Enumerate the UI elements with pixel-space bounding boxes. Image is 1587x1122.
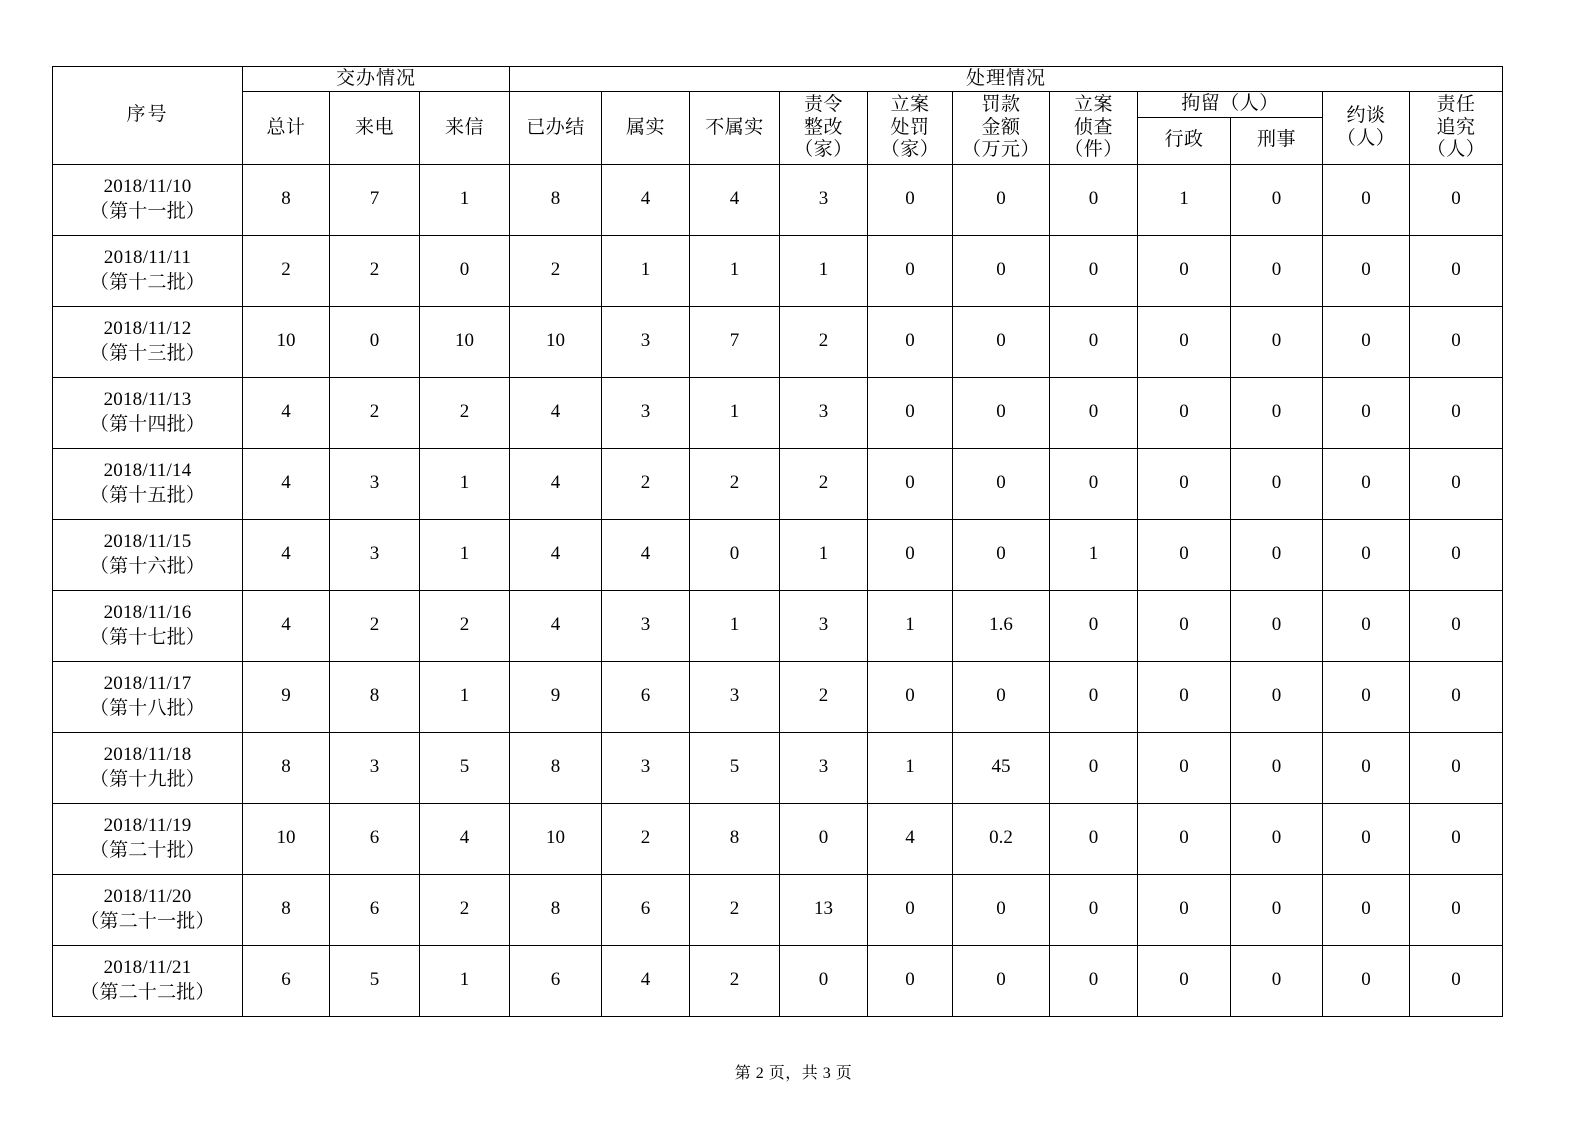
table-cell: 0 <box>1138 945 1231 1016</box>
header-penalty <box>868 92 953 164</box>
row-batch: （第二十一批） <box>80 910 215 932</box>
header-seq: 序号 <box>53 67 243 165</box>
table-row <box>53 519 1503 590</box>
table-cell: 0 <box>1138 377 1231 448</box>
table-cell: 8 <box>510 164 602 235</box>
row-date-batch <box>53 945 243 1016</box>
header-true-case: 属实 <box>602 92 690 164</box>
header-penalty-line2: 处罚 <box>890 116 930 138</box>
header-fine-line2: 金额 <box>981 116 1021 138</box>
table-cell: 0 <box>1410 874 1503 945</box>
row-date-batch <box>53 235 243 306</box>
table-cell: 0 <box>1050 448 1138 519</box>
table-cell: 0 <box>1231 164 1323 235</box>
table-cell: 0 <box>1138 590 1231 661</box>
table-cell: 6 <box>330 874 420 945</box>
table-cell: 1 <box>868 590 953 661</box>
row-date-batch <box>53 164 243 235</box>
table-cell: 45 <box>953 732 1050 803</box>
table-cell: 0 <box>1231 945 1323 1016</box>
table-row <box>53 590 1503 661</box>
table-cell: 0 <box>1050 874 1138 945</box>
table-cell: 3 <box>780 590 868 661</box>
table-cell: 0 <box>868 519 953 590</box>
table-cell: 0 <box>1410 235 1503 306</box>
table-cell: 4 <box>510 590 602 661</box>
table-cell: 1 <box>420 519 510 590</box>
table-cell: 3 <box>602 377 690 448</box>
table-cell: 0 <box>1138 732 1231 803</box>
header-call: 来电 <box>330 92 420 164</box>
table-cell: 1 <box>602 235 690 306</box>
table-cell: 10 <box>243 803 330 874</box>
table-cell: 0 <box>1231 590 1323 661</box>
header-row-1 <box>53 67 1503 92</box>
table-cell: 2 <box>330 590 420 661</box>
table-header <box>53 67 1503 165</box>
table-cell: 0 <box>953 519 1050 590</box>
table-cell: 0 <box>780 945 868 1016</box>
table-cell: 4 <box>510 519 602 590</box>
row-date-batch <box>53 519 243 590</box>
table-cell: 4 <box>420 803 510 874</box>
header-investigate-line1: 立案 <box>1074 93 1114 115</box>
table-cell: 0 <box>1231 732 1323 803</box>
row-batch: （第二十二批） <box>80 981 215 1003</box>
table-cell: 2 <box>243 235 330 306</box>
table-cell: 0 <box>330 306 420 377</box>
table-cell: 0 <box>1138 803 1231 874</box>
row-batch: （第二十批） <box>89 839 206 861</box>
row-batch: （第十六批） <box>89 555 206 577</box>
table-cell: 0 <box>420 235 510 306</box>
header-fine <box>953 92 1050 164</box>
header-false-case: 不属实 <box>690 92 780 164</box>
table-cell: 0 <box>1050 945 1138 1016</box>
table-cell: 2 <box>780 661 868 732</box>
table-cell: 0 <box>868 377 953 448</box>
table-cell: 1 <box>420 945 510 1016</box>
row-date: 2018/11/20 <box>103 886 192 908</box>
table-cell: 0 <box>1050 377 1138 448</box>
table-cell: 0 <box>690 519 780 590</box>
header-penalty-line1: 立案 <box>890 93 930 115</box>
table-cell: 0 <box>1410 803 1503 874</box>
table-row <box>53 661 1503 732</box>
header-accountability <box>1410 92 1503 164</box>
table-cell: 0 <box>868 448 953 519</box>
header-interview <box>1323 92 1410 164</box>
table-cell: 2 <box>420 874 510 945</box>
table-cell: 0 <box>1050 164 1138 235</box>
header-investigate <box>1050 92 1138 164</box>
header-group-assign: 交办情况 <box>243 67 510 92</box>
table-cell: 3 <box>330 732 420 803</box>
table-cell: 5 <box>690 732 780 803</box>
table-row <box>53 803 1503 874</box>
table-cell: 3 <box>690 661 780 732</box>
table-cell: 4 <box>243 448 330 519</box>
table-cell: 3 <box>780 732 868 803</box>
table-cell: 6 <box>330 803 420 874</box>
table-cell: 0 <box>1231 874 1323 945</box>
header-rectify-line2: 整改 <box>804 116 844 138</box>
table-cell: 1 <box>868 732 953 803</box>
row-date: 2018/11/10 <box>103 176 192 198</box>
table-cell: 0 <box>868 306 953 377</box>
table-cell: 0 <box>1410 377 1503 448</box>
row-date: 2018/11/11 <box>103 247 192 269</box>
table-cell: 1 <box>420 448 510 519</box>
table-cell: 1 <box>690 377 780 448</box>
row-batch: （第十七批） <box>89 626 206 648</box>
table-cell: 0 <box>953 661 1050 732</box>
table-cell: 0 <box>1410 448 1503 519</box>
row-batch: （第十九批） <box>89 768 206 790</box>
table-cell: 0 <box>1138 235 1231 306</box>
table-cell: 1 <box>1138 164 1231 235</box>
table-cell: 0 <box>1050 306 1138 377</box>
table-cell: 0.2 <box>953 803 1050 874</box>
table-cell: 13 <box>780 874 868 945</box>
row-date: 2018/11/17 <box>103 673 192 695</box>
table-cell: 0 <box>953 377 1050 448</box>
table-cell: 2 <box>780 448 868 519</box>
table-cell: 0 <box>1050 661 1138 732</box>
table-cell: 0 <box>1050 732 1138 803</box>
table-cell: 2 <box>510 235 602 306</box>
table-cell: 0 <box>1323 448 1410 519</box>
header-detention-admin: 行政 <box>1138 117 1231 164</box>
table-cell: 0 <box>1410 306 1503 377</box>
table-cell: 2 <box>690 448 780 519</box>
table-cell: 1 <box>420 661 510 732</box>
header-accountability-line1: 责任 <box>1436 93 1476 115</box>
table-cell: 10 <box>420 306 510 377</box>
table-cell: 0 <box>953 448 1050 519</box>
table-cell: 0 <box>1231 519 1323 590</box>
table-cell: 0 <box>953 874 1050 945</box>
table-cell: 0 <box>1323 874 1410 945</box>
table-cell: 4 <box>602 164 690 235</box>
table-cell: 1 <box>1050 519 1138 590</box>
table-cell: 0 <box>1323 306 1410 377</box>
header-rectify <box>780 92 868 164</box>
table-cell: 4 <box>243 519 330 590</box>
table-cell: 0 <box>953 235 1050 306</box>
table-cell: 2 <box>420 377 510 448</box>
table-cell: 0 <box>1050 590 1138 661</box>
table-cell: 0 <box>953 164 1050 235</box>
row-date-batch <box>53 803 243 874</box>
table-cell: 6 <box>602 661 690 732</box>
table-cell: 3 <box>330 519 420 590</box>
table-cell: 0 <box>1410 164 1503 235</box>
table-cell: 6 <box>243 945 330 1016</box>
table-row <box>53 164 1503 235</box>
table-cell: 4 <box>868 803 953 874</box>
table-cell: 0 <box>1231 661 1323 732</box>
table-cell: 2 <box>330 235 420 306</box>
table-cell: 0 <box>1323 945 1410 1016</box>
table-row <box>53 732 1503 803</box>
table-cell: 4 <box>243 377 330 448</box>
table-cell: 1 <box>780 519 868 590</box>
table-cell: 8 <box>330 661 420 732</box>
row-date: 2018/11/15 <box>103 531 192 553</box>
row-date: 2018/11/14 <box>103 460 192 482</box>
table-cell: 0 <box>1323 803 1410 874</box>
table-cell: 4 <box>690 164 780 235</box>
table-cell: 8 <box>690 803 780 874</box>
table-cell: 0 <box>1323 235 1410 306</box>
row-date: 2018/11/12 <box>103 318 192 340</box>
row-date: 2018/11/13 <box>103 389 192 411</box>
table-cell: 1 <box>780 235 868 306</box>
table-cell: 0 <box>1323 164 1410 235</box>
complaint-statistics-table <box>52 66 1503 1017</box>
row-batch: （第十一批） <box>89 200 206 222</box>
table-cell: 0 <box>1323 732 1410 803</box>
table-cell: 2 <box>330 377 420 448</box>
table-cell: 0 <box>1231 377 1323 448</box>
table-cell: 0 <box>1410 590 1503 661</box>
table-cell: 0 <box>868 164 953 235</box>
table-cell: 7 <box>690 306 780 377</box>
table-cell: 3 <box>330 448 420 519</box>
row-date-batch <box>53 306 243 377</box>
table-cell: 0 <box>1323 377 1410 448</box>
table-cell: 1.6 <box>953 590 1050 661</box>
table-row <box>53 377 1503 448</box>
table-cell: 3 <box>602 590 690 661</box>
header-group-handle: 处理情况 <box>510 67 1503 92</box>
table-cell: 8 <box>243 874 330 945</box>
table-cell: 10 <box>510 306 602 377</box>
table-cell: 0 <box>1410 732 1503 803</box>
table-cell: 1 <box>420 164 510 235</box>
table-cell: 0 <box>1050 803 1138 874</box>
table-cell: 0 <box>1138 519 1231 590</box>
header-penalty-line3: （家） <box>880 139 940 161</box>
table-cell: 8 <box>243 164 330 235</box>
table-cell: 9 <box>243 661 330 732</box>
row-date-batch <box>53 377 243 448</box>
header-total: 总计 <box>243 92 330 164</box>
table-cell: 0 <box>1410 945 1503 1016</box>
table-cell: 0 <box>1138 306 1231 377</box>
table-body <box>53 164 1503 1016</box>
table-cell: 3 <box>602 732 690 803</box>
row-date: 2018/11/16 <box>103 602 192 624</box>
table-cell: 0 <box>1138 661 1231 732</box>
table-cell: 4 <box>602 945 690 1016</box>
table-cell: 0 <box>868 661 953 732</box>
table-cell: 9 <box>510 661 602 732</box>
row-date-batch <box>53 590 243 661</box>
table-cell: 7 <box>330 164 420 235</box>
header-investigate-line2: 侦查 <box>1074 116 1114 138</box>
table-cell: 3 <box>602 306 690 377</box>
header-interview-line1: 约谈 <box>1346 105 1386 127</box>
row-batch: （第十三批） <box>89 342 206 364</box>
row-batch: （第十五批） <box>89 484 206 506</box>
table-cell: 2 <box>690 874 780 945</box>
table-cell: 0 <box>868 235 953 306</box>
row-batch: （第十二批） <box>89 271 206 293</box>
table-cell: 5 <box>330 945 420 1016</box>
table-cell: 0 <box>1138 874 1231 945</box>
table-cell: 0 <box>953 306 1050 377</box>
header-letter: 来信 <box>420 92 510 164</box>
header-accountability-line2: 追究 <box>1436 116 1476 138</box>
row-date: 2018/11/21 <box>103 957 192 979</box>
row-batch: （第十四批） <box>89 413 206 435</box>
header-detention: 拘留（人） <box>1138 92 1323 117</box>
row-date-batch <box>53 448 243 519</box>
table-cell: 0 <box>1410 519 1503 590</box>
table-cell: 0 <box>1231 306 1323 377</box>
table-cell: 2 <box>602 803 690 874</box>
table-cell: 0 <box>1323 661 1410 732</box>
header-rectify-line3: （家） <box>794 139 853 161</box>
table-cell: 0 <box>953 945 1050 1016</box>
table-cell: 0 <box>1323 590 1410 661</box>
header-accountability-line3: （人） <box>1426 139 1486 161</box>
table-cell: 2 <box>690 945 780 1016</box>
table-row <box>53 945 1503 1016</box>
table-cell: 2 <box>602 448 690 519</box>
table-cell: 0 <box>1231 803 1323 874</box>
table-cell: 0 <box>1050 235 1138 306</box>
table-cell: 6 <box>510 945 602 1016</box>
table-cell: 3 <box>780 164 868 235</box>
table-cell: 4 <box>510 377 602 448</box>
header-detention-criminal: 刑事 <box>1231 117 1323 164</box>
page-footer: 第 2 页，共 3 页 <box>734 1065 853 1082</box>
table-cell: 8 <box>510 874 602 945</box>
table-cell: 0 <box>868 945 953 1016</box>
row-batch: （第十八批） <box>89 697 206 719</box>
table-cell: 0 <box>780 803 868 874</box>
row-date: 2018/11/19 <box>103 815 192 837</box>
table-cell: 0 <box>1231 235 1323 306</box>
table-cell: 10 <box>243 306 330 377</box>
table-cell: 4 <box>243 590 330 661</box>
row-date-batch <box>53 732 243 803</box>
header-fine-line1: 罚款 <box>981 93 1021 115</box>
table-cell: 4 <box>602 519 690 590</box>
header-fine-line3: （万元） <box>962 139 1041 161</box>
table-cell: 5 <box>420 732 510 803</box>
table-row <box>53 235 1503 306</box>
table-cell: 4 <box>510 448 602 519</box>
table-cell: 0 <box>868 874 953 945</box>
header-rectify-line1: 责令 <box>804 93 844 115</box>
row-date-batch <box>53 661 243 732</box>
header-row-2 <box>53 92 1503 117</box>
header-investigate-line3: （件） <box>1064 139 1123 161</box>
table-row <box>53 874 1503 945</box>
table-cell: 8 <box>510 732 602 803</box>
table-cell: 10 <box>510 803 602 874</box>
table-row <box>53 306 1503 377</box>
table-cell: 0 <box>1138 448 1231 519</box>
table-cell: 2 <box>420 590 510 661</box>
table-cell: 3 <box>780 377 868 448</box>
header-interview-line2: （人） <box>1336 127 1396 149</box>
table-cell: 0 <box>1323 519 1410 590</box>
header-done: 已办结 <box>510 92 602 164</box>
row-date-batch <box>53 874 243 945</box>
table-cell: 2 <box>780 306 868 377</box>
table-cell: 6 <box>602 874 690 945</box>
table-row <box>53 448 1503 519</box>
table-cell: 1 <box>690 235 780 306</box>
table-cell: 8 <box>243 732 330 803</box>
row-date: 2018/11/18 <box>103 744 192 766</box>
table-cell: 0 <box>1231 448 1323 519</box>
table-cell: 0 <box>1410 661 1503 732</box>
table-cell: 1 <box>690 590 780 661</box>
